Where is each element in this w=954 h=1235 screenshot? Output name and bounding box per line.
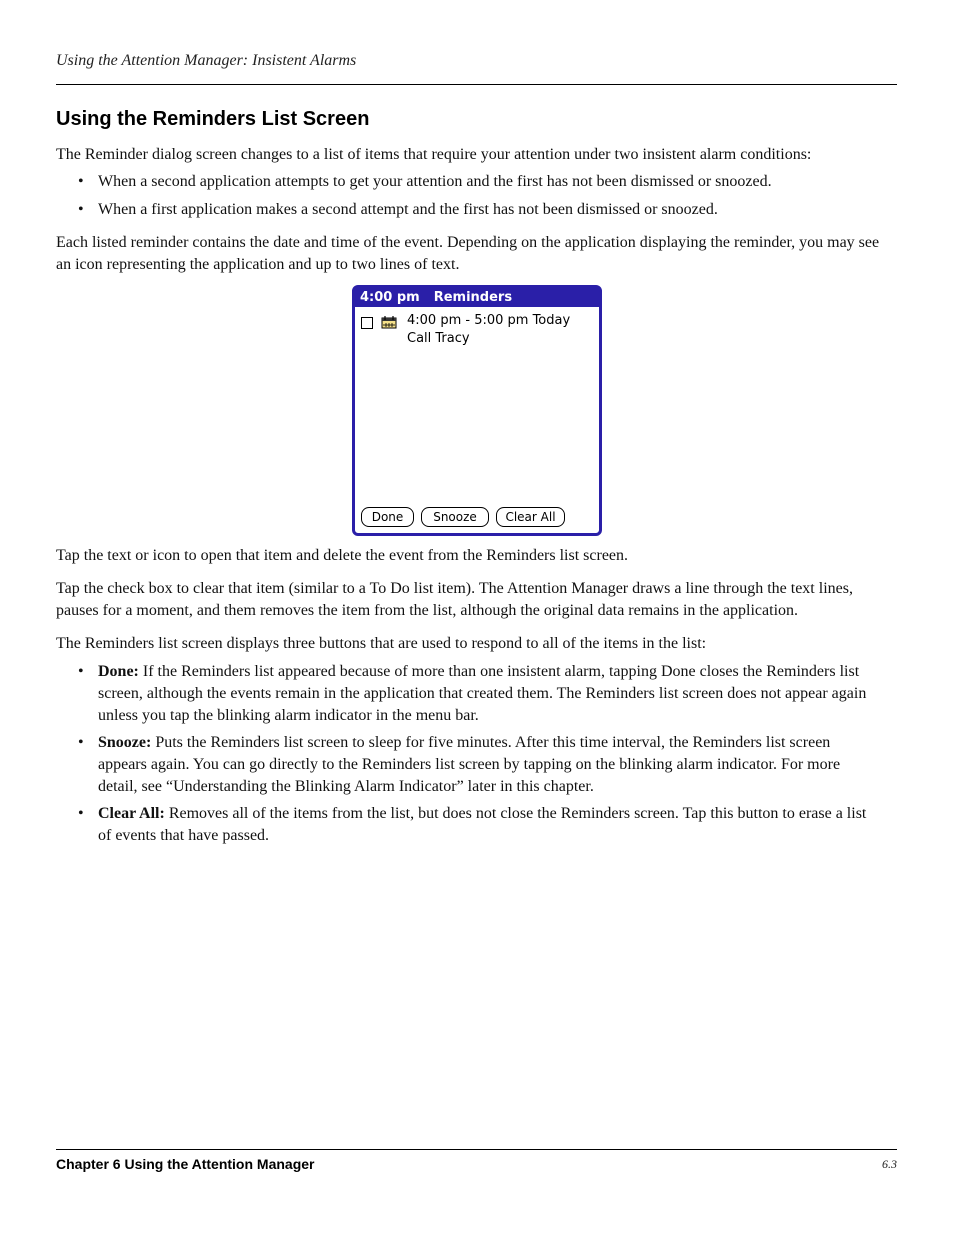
bullet-dot: • [78, 663, 84, 680]
condition-bullet [78, 171, 878, 193]
reminder-line1[interactable]: 4:00 pm - 5:00 pm Today [407, 313, 571, 328]
device-title-bar [355, 288, 599, 307]
reminder-item[interactable] [361, 315, 596, 355]
reminders-device-screen [352, 285, 602, 536]
snooze-description [78, 732, 878, 798]
reminder-line2[interactable]: Call Tracy [407, 331, 470, 346]
bullet-dot: • [78, 805, 84, 822]
snooze-desc: Puts the Reminders list screen to sleep for five minutes. After this time interval, the Reminders list screen appears again. You can go directly to the Reminders list screen by tapping on the blinking alarm indicator. For more detail, see “Understanding the Blinking Alarm Indicator” later in this chapter. [98, 734, 841, 795]
done-term: Done: [98, 663, 139, 680]
buttons-intro-paragraph: The Reminders list screen displays three buttons that are used to respond to all of the items in the list: [56, 635, 707, 652]
clear-all-term: Clear All: [98, 805, 165, 822]
header-rule [56, 84, 897, 85]
bullet-dot: • [78, 173, 84, 190]
datebook-icon[interactable] [381, 315, 397, 329]
done-description [78, 661, 878, 727]
clear-all-button[interactable]: Clear All [496, 507, 565, 527]
tap-text-paragraph: Tap the text or icon to open that item and delete the event from the Reminders list screen. [56, 547, 629, 564]
reminder-checkbox[interactable] [361, 317, 373, 329]
footer-rule [56, 1149, 897, 1150]
title-time: 4:00 pm [360, 290, 420, 305]
snooze-button[interactable]: Snooze [421, 507, 489, 527]
intro-paragraph: The Reminder dialog screen changes to a list of items that require your attention under two insistent alarm conditions: [56, 146, 812, 163]
snooze-term: Snooze: [98, 734, 152, 751]
bullet-dot: • [78, 734, 84, 751]
footer-chapter: Chapter 6 Using the Attention Manager [56, 1156, 315, 1172]
section-heading: Using the Reminders List Screen [56, 108, 370, 130]
running-head: Using the Attention Manager: Insistent Alarms [56, 52, 357, 69]
listed-reminder-paragraph: Each listed reminder contains the date and time of the event. Depending on the application displaying the reminder, you may see an icon representing the application and up to two lines of text. [56, 234, 880, 273]
condition-text: When a second application attempts to get your attention and the first has not been dismissed or snoozed. [98, 173, 772, 190]
condition-text: When a first application makes a second attempt and the first has not been dismissed or snoozed. [98, 201, 718, 218]
done-button[interactable]: Done [361, 507, 414, 527]
bullet-dot: • [78, 201, 84, 218]
clear-all-description [78, 803, 878, 847]
title-text: Reminders [433, 290, 513, 305]
page-number: 6.3 [882, 1157, 897, 1171]
condition-bullet [78, 199, 878, 221]
done-desc: If the Reminders list appeared because of more than one insistent alarm, tapping Done closes the Reminders list screen, although the events remain in the application that created them. The Reminders list screen does not appear again unless you tap the blinking alarm indicator in the menu bar. [98, 663, 867, 724]
tap-checkbox-paragraph: Tap the check box to clear that item (similar to a To Do list item). The Attention Manager draws a line through the text lines, pauses for a moment, and them removes the item from the list, although the original data remains in the application. [56, 580, 853, 619]
clear-all-desc: Removes all of the items from the list, but does not close the Reminders screen. Tap this button to erase a list of events that have passed. [98, 805, 867, 844]
